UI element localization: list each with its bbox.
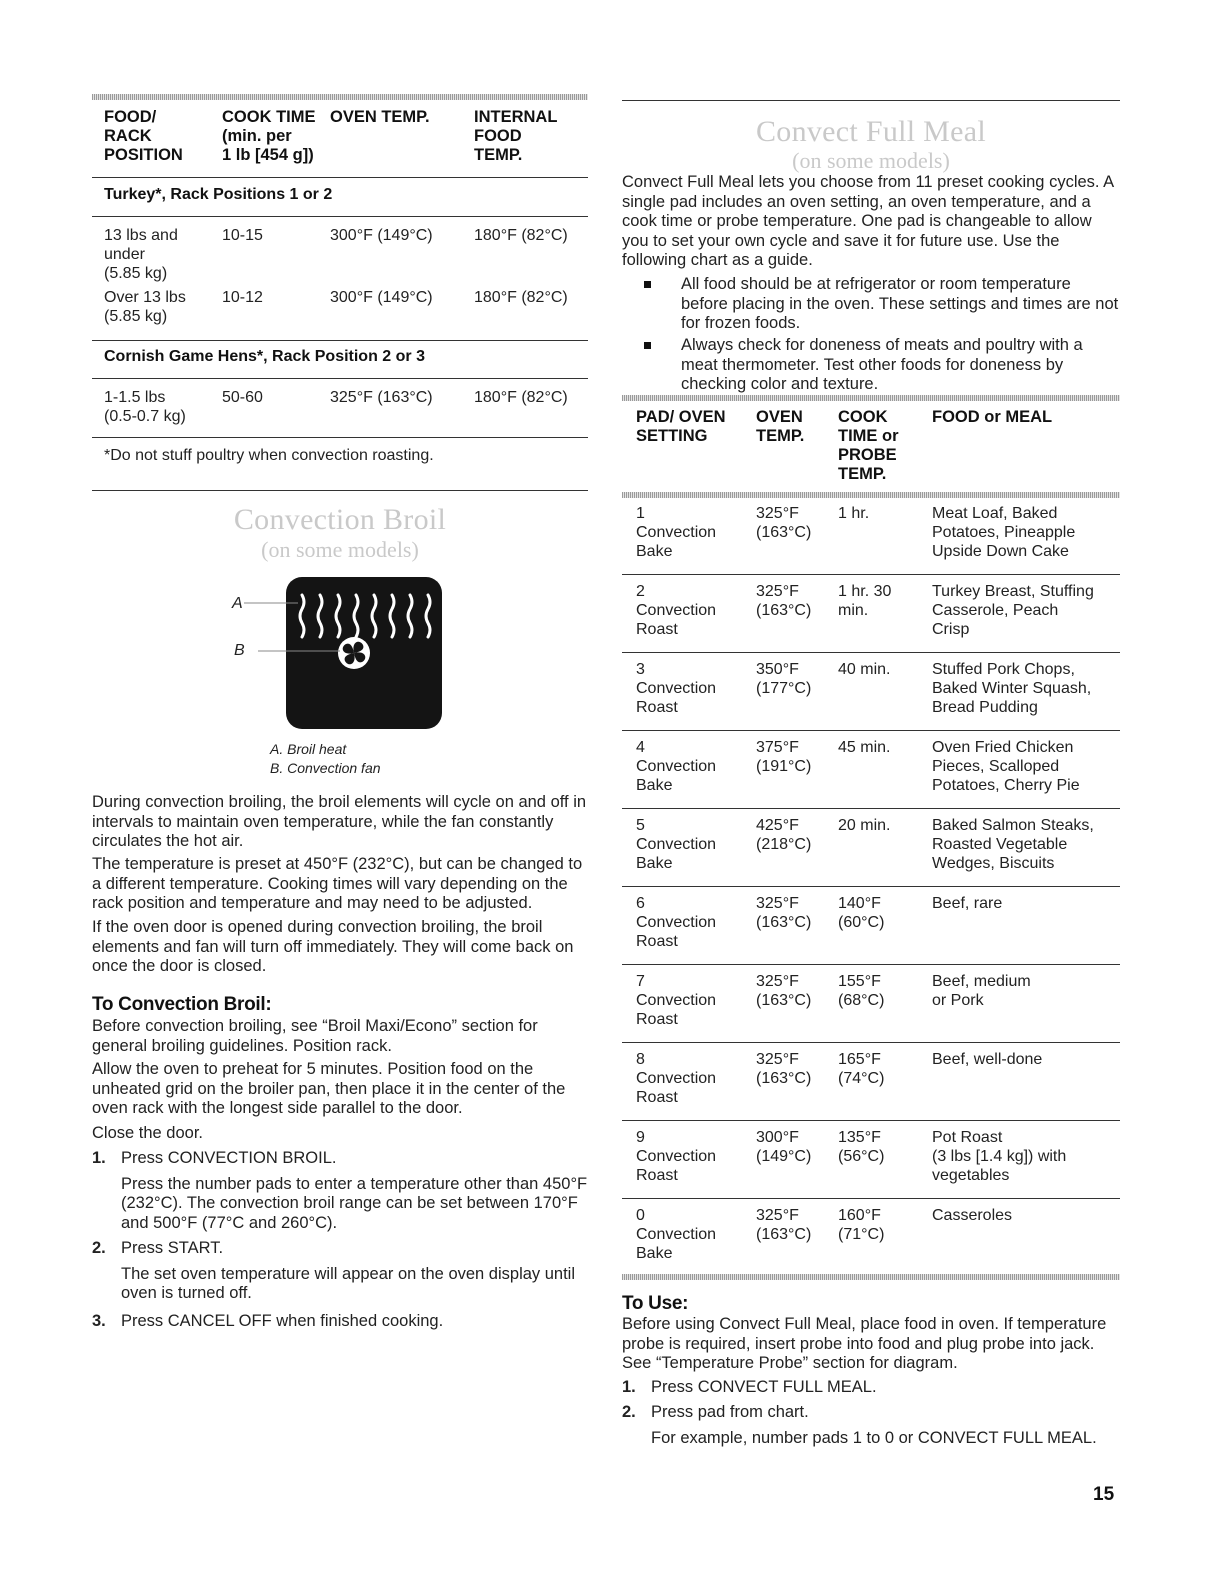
cell-cook-time: 10-15 <box>222 227 263 244</box>
cell-food: Turkey Breast, Stuffing Casserole, Peach Crisp <box>932 583 1094 638</box>
broil-paragraph: If the oven door is opened during convection broiling, the broil elements and fan will turn off immediately. They will come back on once the door is closed. <box>92 918 574 975</box>
howto-heading: To Convection Broil: <box>92 994 272 1015</box>
cell-cook-time: 10-12 <box>222 289 263 306</box>
meal-table-header <box>636 408 1120 492</box>
cell-pad: 2 Convection Roast <box>636 583 717 638</box>
meal-table-body <box>622 504 1120 1274</box>
divider <box>622 808 1120 809</box>
cell-pad: 3 Convection Roast <box>636 661 717 716</box>
howto-paragraph: Allow the oven to preheat for 5 minutes. Position food on the unheated grid on the broiler pan, then place it in the center of the oven rack with the longest side parallel to the door. <box>92 1060 566 1117</box>
header-internal-temp: INTERNAL FOOD TEMP. <box>474 108 558 164</box>
cell-pad: 0 Convection Bake <box>636 1207 717 1262</box>
bullet-item <box>652 336 1122 395</box>
divider <box>92 216 588 217</box>
step-detail: The set oven temperature will appear on the oven display until oven is turned off. <box>121 1264 576 1302</box>
cell-food: Meat Loaf, Baked Potatoes, Pineapple Upside Down Cake <box>932 505 1076 560</box>
cell-cook-time: 135°F (56°C) <box>838 1129 885 1165</box>
cell-pad: 9 Convection Roast <box>636 1129 717 1184</box>
caption-convection-fan: B. Convection fan <box>270 760 381 776</box>
cell-oven-temp: 325°F (163°C) <box>756 973 812 1009</box>
step-number: 1. <box>622 1378 636 1396</box>
divider <box>622 730 1120 731</box>
cell-internal-temp: 180°F (82°C) <box>474 289 568 306</box>
step-number: 3. <box>92 1312 106 1330</box>
section-subtitle: (on some models) <box>792 148 950 173</box>
table-top-bar <box>92 94 588 100</box>
divider <box>622 100 1120 101</box>
cell-oven-temp: 325°F (163°C) <box>756 1207 812 1243</box>
divider <box>622 574 1120 575</box>
cell-cook-time: 165°F (74°C) <box>838 1051 885 1087</box>
cell-oven-temp: 300°F (149°C) <box>330 289 433 306</box>
cell-pad: 1 Convection Bake <box>636 505 717 560</box>
cell-cook-time: 155°F (68°C) <box>838 973 885 1009</box>
cell-oven-temp: 325°F (163°C) <box>756 583 812 619</box>
step-item <box>622 1378 1122 1398</box>
step-text: Press START. <box>121 1239 224 1257</box>
table-bottom-bar <box>622 1274 1120 1280</box>
cell-food: Baked Salmon Steaks, Roasted Vegetable Wedges, Biscuits <box>932 817 1094 872</box>
step-item <box>92 1149 592 1233</box>
cell-pad: 8 Convection Roast <box>636 1051 717 1106</box>
cell-internal-temp: 180°F (82°C) <box>474 227 568 244</box>
step-text: Press CANCEL OFF when finished cooking. <box>121 1312 444 1330</box>
howto-paragraph: Close the door. <box>92 1124 203 1142</box>
use-heading: To Use: <box>622 1293 689 1314</box>
cell-oven-temp: 325°F (163°C) <box>756 895 812 931</box>
divider <box>92 378 588 379</box>
table-row <box>104 388 588 428</box>
divider <box>622 1198 1120 1199</box>
header-oven-temp: OVEN TEMP. <box>756 408 805 445</box>
broil-paragraph: During convection broiling, the broil elements will cycle on and off in intervals to maintain oven temperature, while the fan constantly circulates the hot air. <box>92 793 587 850</box>
step-item <box>92 1239 592 1304</box>
cell-food: 13 lbs and under (5.85 kg) <box>104 227 178 282</box>
divider <box>92 490 588 491</box>
bullet-item <box>652 275 1122 334</box>
cell-pad: 4 Convection Bake <box>636 739 717 794</box>
table-row <box>104 288 588 328</box>
header-food-meal: FOOD or MEAL <box>932 408 1053 426</box>
cell-oven-temp: 350°F (177°C) <box>756 661 812 697</box>
footnote: *Do not stuff poultry when convection roasting. <box>104 447 434 464</box>
cell-cook-time: 140°F (60°C) <box>838 895 885 931</box>
step-detail: Press the number pads to enter a temperature other than 450°F (232°C). The convection broil range can be set between 170°F and 500°F (77°C and 260°C). <box>121 1174 588 1232</box>
step-text: Press CONVECT FULL MEAL. <box>651 1378 877 1396</box>
cell-food: Casseroles <box>932 1207 1013 1224</box>
cell-oven-temp: 325°F (163°C) <box>756 505 812 541</box>
cell-cook-time: 1 hr. <box>838 505 870 522</box>
section-title: Convect Full Meal <box>755 115 987 148</box>
step-item <box>622 1403 1122 1448</box>
cell-food: Pot Roast (3 lbs [1.4 kg]) with vegetables <box>932 1129 1067 1184</box>
bullet-text: Always check for doneness of meats and poultry with a meat thermometer. Test other foods for doneness by checking color and texture. <box>681 336 1083 393</box>
roast-table-header <box>104 108 588 168</box>
howto-paragraph: Before convection broiling, see “Broil Maxi/Econo” section for general broiling guidelines. Position rack. <box>92 1017 538 1055</box>
cell-oven-temp: 300°F (149°C) <box>330 227 433 244</box>
bullet-icon <box>644 281 651 288</box>
table-header-bar <box>622 492 1120 498</box>
cell-food: Beef, well-done <box>932 1051 1043 1068</box>
cell-food: 1-1.5 lbs (0.5-0.7 kg) <box>104 389 186 425</box>
cell-cook-time: 160°F (71°C) <box>838 1207 885 1243</box>
section-subtitle: (on some models) <box>261 537 419 562</box>
divider <box>622 964 1120 965</box>
section-cornish-hens: Cornish Game Hens*, Rack Position 2 or 3 <box>104 348 425 365</box>
divider <box>622 652 1120 653</box>
section-title: Convection Broil <box>233 503 447 536</box>
cell-food: Beef, medium or Pork <box>932 973 1031 1009</box>
step-item <box>92 1312 592 1332</box>
page-number: 15 <box>1093 1484 1115 1505</box>
cell-oven-temp: 375°F (191°C) <box>756 739 812 775</box>
cell-cook-time: 1 hr. 30 min. <box>838 583 892 619</box>
section-turkey: Turkey*, Rack Positions 1 or 2 <box>104 186 333 203</box>
cell-cook-time: 45 min. <box>838 739 891 756</box>
cell-pad: 5 Convection Bake <box>636 817 717 872</box>
step-number: 2. <box>622 1403 636 1421</box>
step-text: Press CONVECTION BROIL. <box>121 1149 337 1167</box>
header-oven-temp: OVEN TEMP. <box>330 108 430 126</box>
header-cook-time: COOK TIME (min. per 1 lb [454 g]) <box>222 108 316 164</box>
table-top-bar <box>622 395 1120 401</box>
use-paragraph: Before using Convect Full Meal, place food in oven. If temperature probe is required, insert probe into food and plug probe into jack. See “Temperature Probe” section for diagram. <box>622 1315 1107 1372</box>
cell-cook-time: 20 min. <box>838 817 891 834</box>
cell-oven-temp: 300°F (149°C) <box>756 1129 812 1165</box>
divider <box>622 1120 1120 1121</box>
header-food-rack: FOOD/ RACK POSITION <box>104 108 183 164</box>
divider <box>622 886 1120 887</box>
cell-food: Stuffed Pork Chops, Baked Winter Squash, Bread Pudding <box>932 661 1092 716</box>
cell-internal-temp: 180°F (82°C) <box>474 389 568 406</box>
table-row <box>104 226 588 286</box>
caption-broil-heat: A. Broil heat <box>270 741 347 757</box>
cell-pad: 7 Convection Roast <box>636 973 717 1028</box>
divider <box>92 177 588 178</box>
label-b: B <box>234 642 245 659</box>
step-detail: For example, number pads 1 to 0 or CONVECT FULL MEAL. <box>651 1428 1097 1447</box>
convection-fan-icon <box>338 637 370 669</box>
step-number: 1. <box>92 1149 106 1167</box>
cell-pad: 6 Convection Roast <box>636 895 717 950</box>
broil-diagram <box>228 575 448 735</box>
step-number: 2. <box>92 1239 106 1257</box>
cell-food: Over 13 lbs (5.85 kg) <box>104 289 186 325</box>
divider <box>92 437 588 438</box>
step-text: Press pad from chart. <box>651 1403 809 1421</box>
divider <box>92 340 588 341</box>
broil-paragraph: The temperature is preset at 450°F (232°C), but can be changed to a different temperature. Cooking times will vary depending on the rack position and temperature and may need to be adjusted. <box>92 855 583 912</box>
cell-cook-time: 40 min. <box>838 661 891 678</box>
header-cook-time: COOK TIME or PROBE TEMP. <box>838 408 899 483</box>
bullet-text: All food should be at refrigerator or room temperature before placing in the oven. These settings and times are not for frozen foods. <box>681 275 1119 332</box>
cell-cook-time: 50-60 <box>222 389 263 406</box>
cell-oven-temp: 425°F (218°C) <box>756 817 812 853</box>
cell-oven-temp: 325°F (163°C) <box>330 389 433 406</box>
intro-paragraph: Convect Full Meal lets you choose from 11 preset cooking cycles. A single pad includes an oven setting, an oven temperature, and a cook time or probe temperature. One pad is changeable to allow you to set your own cycle and save it for future use. Use the following chart as a guide. <box>622 173 1114 269</box>
oven-illustration <box>228 575 448 735</box>
bullet-icon <box>644 342 651 349</box>
cell-food: Oven Fried Chicken Pieces, Scalloped Potatoes, Cherry Pie <box>932 739 1080 794</box>
header-pad-setting: PAD/ OVEN SETTING <box>636 408 726 445</box>
cell-food: Beef, rare <box>932 895 1003 912</box>
cell-oven-temp: 325°F (163°C) <box>756 1051 812 1087</box>
label-a: A <box>232 595 243 612</box>
divider <box>622 1042 1120 1043</box>
